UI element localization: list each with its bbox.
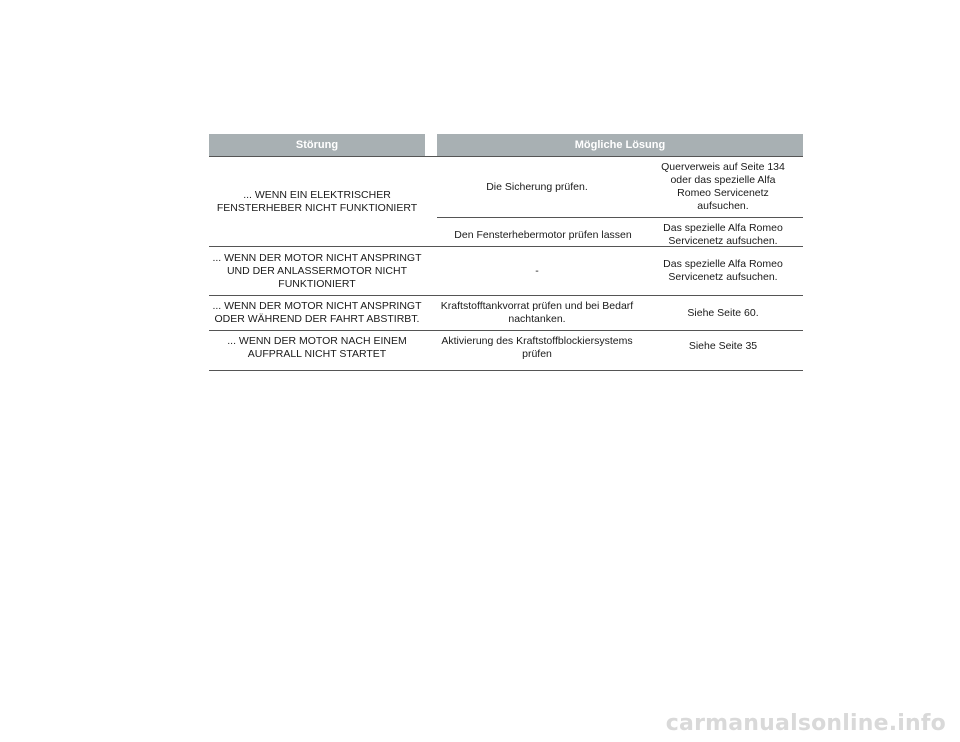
reference-cell: Das spezielle Alfa Romeo Servicenetz aufsuchen. [663, 258, 783, 283]
header-gap [425, 134, 437, 156]
header-solution: Mögliche Lösung [437, 134, 803, 156]
table-header [209, 134, 803, 156]
table-row [425, 247, 803, 295]
header-problem: Störung [209, 134, 425, 156]
table-row-group [209, 331, 803, 371]
table-row-group [209, 296, 803, 331]
table-row-group [209, 247, 803, 296]
solution-cell: Aktivierung des Kraftstoffblockiersystems prüfen [441, 335, 633, 360]
reference-cell: Siehe Seite 60. [687, 306, 759, 319]
solution-group [425, 296, 803, 330]
solution-cell: Den Fensterhebermotor prüfen lassen [454, 228, 632, 241]
solution-cell: Die Sicherung prüfen. [486, 180, 588, 193]
problem-cell: ... WENN DER MOTOR NACH EINEM AUFPRALL NICHT STARTET [227, 335, 407, 360]
table-row-group [209, 157, 803, 247]
reference-cell: Siehe Seite 35 [688, 340, 758, 352]
reference-cell: Querverweis auf Seite 134 oder das spezielle Alfa Romeo Servicenetz aufsuchen. [661, 161, 785, 212]
problem-cell: ... WENN DER MOTOR NICHT ANSPRINGT ODER WÄHREND DER FAHRT ABSTIRBT. [212, 300, 422, 325]
watermark: carmanualsonline.info [665, 711, 946, 736]
solution-group [425, 331, 803, 370]
solution-group [425, 247, 803, 295]
reference-cell: Das spezielle Alfa Romeo Servicenetz aufsuchen. [663, 222, 783, 247]
solution-cell: Kraftstofftankvorrat prüfen und bei Bedarf nachtanken. [440, 300, 634, 325]
problem-cell: ... WENN DER MOTOR NICHT ANSPRINGT UND DER ANLASSERMOTOR NICHT FUNKTIONIERT [212, 251, 422, 290]
solution-group [425, 157, 803, 246]
table-row [425, 157, 803, 217]
solution-cell: - [535, 264, 539, 277]
problem-cell: ... WENN EIN ELEKTRISCHER FENSTERHEBER NICHT FUNKTIONIERT [216, 188, 418, 214]
table-row [425, 331, 803, 370]
table-row [425, 296, 803, 330]
troubleshooting-table [209, 134, 803, 371]
table-body [209, 156, 803, 371]
